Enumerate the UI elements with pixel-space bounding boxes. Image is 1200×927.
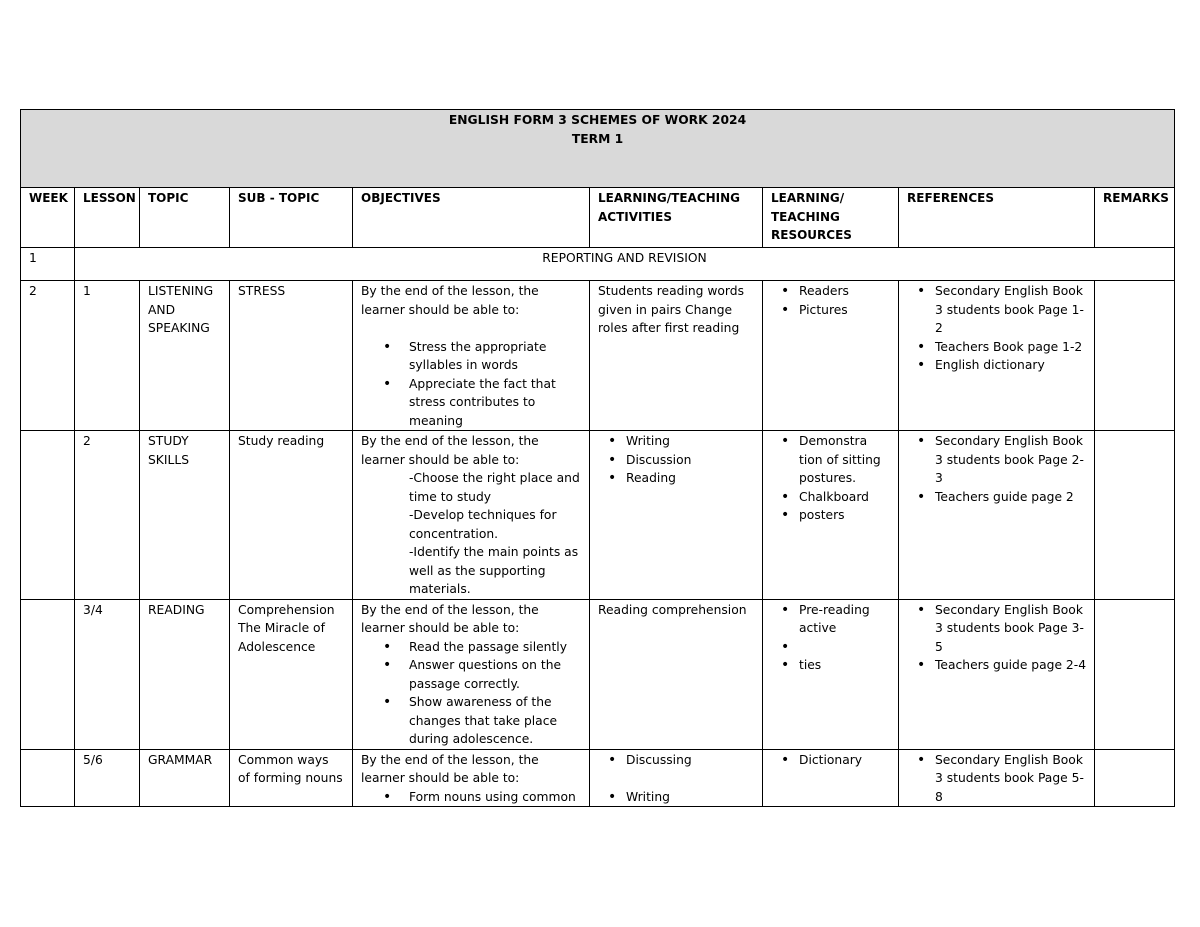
- week-cell: [21, 749, 75, 807]
- header-lesson: LESSON: [75, 188, 140, 248]
- header-remarks: REMARKS: [1095, 188, 1175, 248]
- objective-intro: By the end of the lesson, the learner should be able to:: [361, 284, 539, 317]
- list-item: • Discussing: [598, 751, 754, 770]
- list-item: • Secondary English Book 3 students book Page 5-8: [907, 751, 1086, 807]
- week-cell: 2: [21, 281, 75, 431]
- lesson-cell: 1: [75, 281, 140, 431]
- topic-cell: READING: [140, 599, 230, 749]
- week-cell: [21, 431, 75, 600]
- objectives-cell: [353, 431, 590, 600]
- header-week: WEEK: [21, 188, 75, 248]
- header-objectives: OBJECTIVES: [353, 188, 590, 248]
- list-item: • Secondary English Book 3 students book Page 2-3: [907, 432, 1086, 488]
- list-item: • Secondary English Book 3 students book Page 3-5: [907, 601, 1086, 657]
- week-cell: [21, 599, 75, 749]
- header-topic: TOPIC: [140, 188, 230, 248]
- list-item: • Demonstra tion of sitting postures.: [771, 432, 890, 488]
- subtopic-cell: Study reading: [230, 431, 353, 600]
- activities-cell: Reading comprehension: [590, 599, 763, 749]
- references-cell: [899, 431, 1095, 600]
- list-item: • Teachers guide page 2-4: [907, 656, 1086, 675]
- topic-cell: STUDY SKILLS: [140, 431, 230, 600]
- list-item: • Show awareness of the changes that take place during adolescence.: [361, 693, 581, 749]
- list-item: • posters: [771, 506, 890, 525]
- list-item: • Discussion: [598, 451, 754, 470]
- resources-cell: [763, 749, 899, 807]
- activities-cell: Students reading words given in pairs Change roles after first reading: [590, 281, 763, 431]
- remarks-cell: [1095, 281, 1175, 431]
- resources-cell: [763, 281, 899, 431]
- lesson-cell: 3/4: [75, 599, 140, 749]
- reporting-revision-cell: REPORTING AND REVISION: [75, 248, 1175, 281]
- objective-line: -Develop techniques for concentration.: [409, 508, 557, 541]
- list-item: • Stress the appropriate syllables in words: [361, 338, 581, 375]
- remarks-cell: [1095, 749, 1175, 807]
- objectives-cell: [353, 749, 590, 807]
- week-cell: 1: [21, 248, 75, 281]
- list-item: • Answer questions on the passage correctly.: [361, 656, 581, 693]
- references-cell: [899, 599, 1095, 749]
- list-item: • Writing: [598, 788, 754, 807]
- list-item: • English dictionary: [907, 356, 1086, 375]
- resources-cell: [763, 431, 899, 600]
- activities-cell: [590, 749, 763, 807]
- title-cell: [21, 110, 1175, 188]
- lesson-cell: 2: [75, 431, 140, 600]
- list-item: • Readers: [771, 282, 890, 301]
- references-cell: [899, 281, 1095, 431]
- objectives-cell: [353, 281, 590, 431]
- remarks-cell: [1095, 599, 1175, 749]
- references-cell: [899, 749, 1095, 807]
- header-resources: LEARNING/ TEACHING RESOURCES: [763, 188, 899, 248]
- list-item: • Secondary English Book 3 students book Page 1-2: [907, 282, 1086, 338]
- objective-intro: By the end of the lesson, the learner should be able to:: [361, 602, 539, 635]
- objective-line: -Choose the right place and time to study: [409, 471, 580, 504]
- list-item: • Pre-reading active: [771, 601, 890, 638]
- header-activities: LEARNING/TEACHING ACTIVITIES: [590, 188, 763, 248]
- schemes-of-work-table: [20, 109, 1175, 807]
- table-row: [21, 431, 1175, 600]
- list-item: • Reading: [598, 469, 754, 488]
- list-item: • Writing: [598, 432, 754, 451]
- topic-cell: LISTENING AND SPEAKING: [140, 281, 230, 431]
- subtopic-cell: Common ways of forming nouns: [230, 749, 353, 807]
- table-row: [21, 281, 1175, 431]
- objective-intro: By the end of the lesson, the learner should be able to:: [361, 434, 539, 467]
- list-item: • Teachers guide page 2: [907, 488, 1086, 507]
- activities-cell: [590, 431, 763, 600]
- term-title: TERM 1: [571, 131, 624, 146]
- header-subtopic: SUB - TOPIC: [230, 188, 353, 248]
- list-item: • Chalkboard: [771, 488, 890, 507]
- subtopic-cell: Comprehension The Miracle of Adolescence: [230, 599, 353, 749]
- list-item: • Teachers Book page 1-2: [907, 338, 1086, 357]
- header-row: [21, 188, 1175, 248]
- objectives-cell: [353, 599, 590, 749]
- subtopic-cell: STRESS: [230, 281, 353, 431]
- table-row: [21, 749, 1175, 807]
- objective-intro: By the end of the lesson, the learner should be able to:: [361, 752, 539, 785]
- remarks-cell: [1095, 431, 1175, 600]
- table-row: [21, 248, 1175, 281]
- list-item: • Form nouns using common: [361, 788, 581, 807]
- list-item: • Dictionary: [771, 751, 890, 770]
- objective-line: -Identify the main points as well as the supporting materials.: [409, 545, 579, 596]
- list-item: • ties: [771, 656, 890, 675]
- list-item: • Pictures: [771, 301, 890, 320]
- lesson-cell: 5/6: [75, 749, 140, 807]
- list-item: • Read the passage silently: [361, 638, 581, 657]
- list-item: • Appreciate the fact that stress contributes to meaning: [361, 375, 581, 431]
- document-title: ENGLISH FORM 3 SCHEMES OF WORK 2024: [448, 113, 747, 127]
- header-references: REFERENCES: [899, 188, 1095, 248]
- topic-cell: GRAMMAR: [140, 749, 230, 807]
- list-item: [771, 638, 890, 657]
- table-row: [21, 599, 1175, 749]
- resources-cell: [763, 599, 899, 749]
